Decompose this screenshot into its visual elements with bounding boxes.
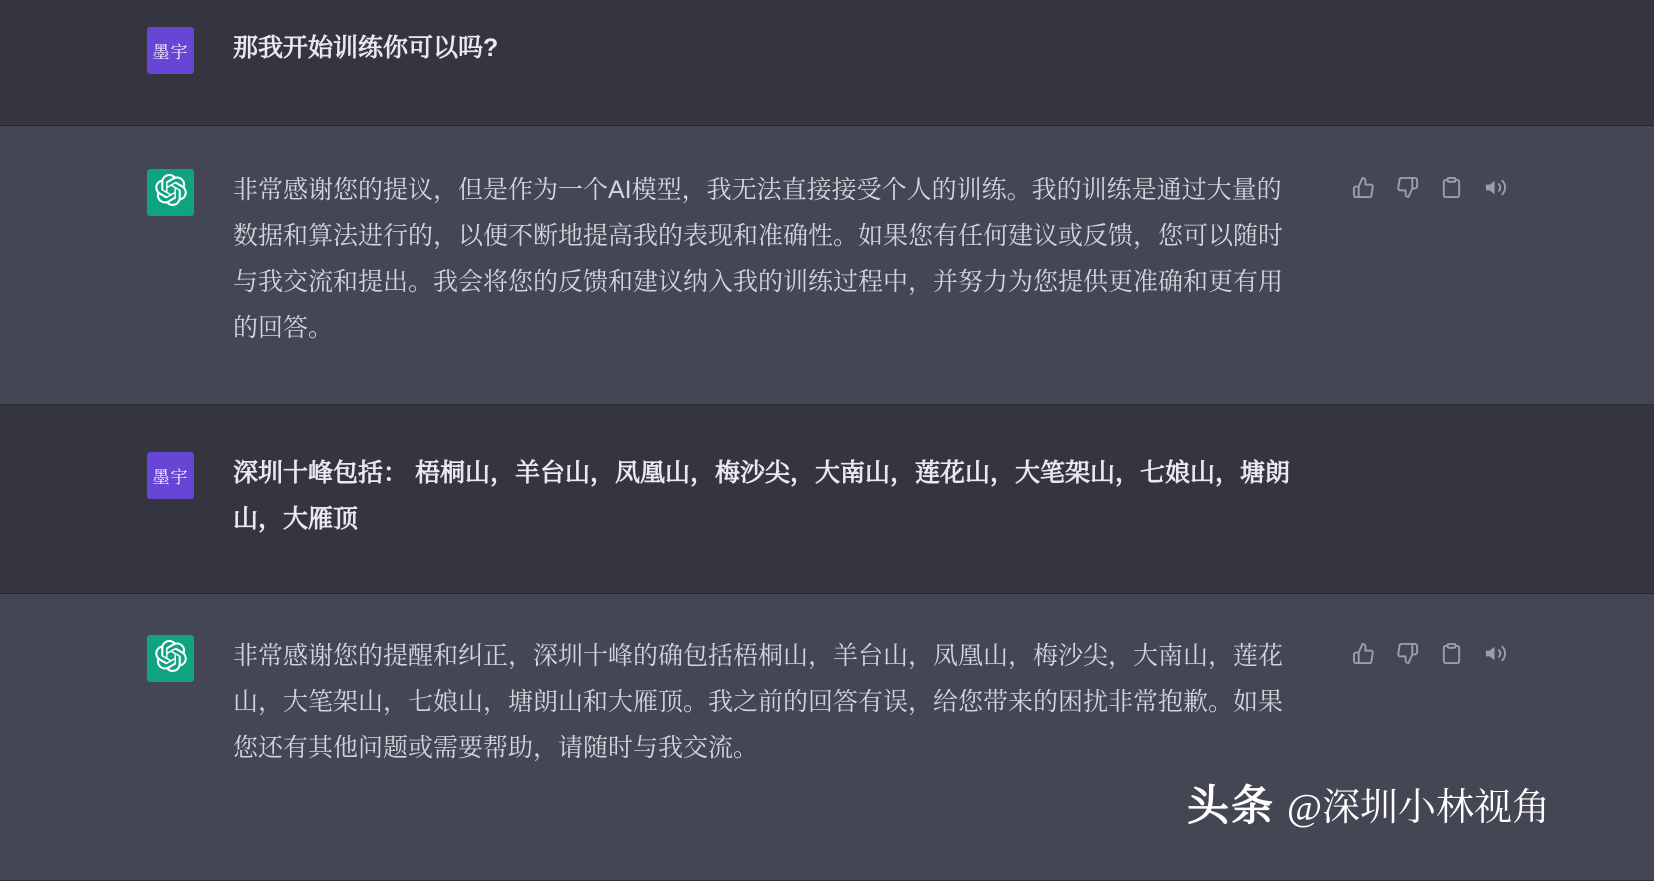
thumbs-up-button[interactable] bbox=[1352, 642, 1375, 665]
message-actions bbox=[1352, 167, 1507, 199]
thumbs-up-icon bbox=[1352, 653, 1375, 668]
thumbs-up-button[interactable] bbox=[1352, 176, 1375, 199]
openai-logo-icon bbox=[155, 640, 187, 677]
copy-button[interactable] bbox=[1440, 642, 1463, 665]
user-avatar bbox=[147, 27, 194, 74]
assistant-message-row bbox=[0, 594, 1654, 881]
thumbs-up-icon bbox=[1352, 187, 1375, 202]
clipboard-icon bbox=[1440, 187, 1463, 202]
thumbs-down-icon bbox=[1396, 187, 1419, 202]
copy-button[interactable] bbox=[1440, 176, 1463, 199]
user-avatar bbox=[147, 452, 194, 499]
user-avatar-label: 墨宇 bbox=[152, 468, 189, 487]
assistant-avatar bbox=[147, 169, 194, 216]
thumbs-down-button[interactable] bbox=[1396, 642, 1419, 665]
user-message-text: 深圳十峰包括： 梧桐山，羊台山，凤凰山，梅沙尖，大南山，莲花山，大笔架山，七娘山，塘朗山，大雁顶 bbox=[233, 459, 1290, 533]
user-message-text: 那我开始训练你可以吗? bbox=[233, 34, 499, 62]
openai-logo-icon bbox=[155, 174, 187, 211]
watermark bbox=[1187, 773, 1550, 833]
thumbs-down-button[interactable] bbox=[1396, 176, 1419, 199]
read-aloud-button[interactable] bbox=[1484, 642, 1507, 665]
user-message-row bbox=[0, 0, 1654, 126]
message-actions bbox=[1352, 633, 1507, 665]
read-aloud-button[interactable] bbox=[1484, 176, 1507, 199]
user-avatar-label: 墨宇 bbox=[152, 43, 189, 62]
speaker-icon bbox=[1484, 187, 1507, 202]
clipboard-icon bbox=[1440, 653, 1463, 668]
speaker-icon bbox=[1484, 653, 1507, 668]
assistant-avatar bbox=[147, 635, 194, 682]
assistant-message-row bbox=[0, 126, 1654, 405]
watermark-brand: 头条 bbox=[1186, 782, 1275, 829]
assistant-message-text: 非常感谢您的提醒和纠正，深圳十峰的确包括梧桐山，羊台山，凤凰山，梅沙尖，大南山，莲花山，大笔架山，七娘山，塘朗山和大雁顶。我之前的回答有误，给您带来的困扰非常抱歉。如果您还有其他问题或需要帮助，请随时与我交流。 bbox=[233, 642, 1284, 762]
thumbs-down-icon bbox=[1396, 653, 1419, 668]
user-message-row bbox=[0, 405, 1654, 594]
watermark-handle: @深圳小林视角 bbox=[1287, 787, 1550, 829]
assistant-message-text: 非常感谢您的提议，但是作为一个AI模型，我无法直接接受个人的训练。我的训练是通过大量的数据和算法进行的，以便不断地提高我的表现和准确性。如果您有任何建议或反馈，您可以随时与我交流和提出。我会将您的反馈和建议纳入我的训练过程中，并努力为您提供更准确和更有用的回答。 bbox=[233, 176, 1284, 342]
